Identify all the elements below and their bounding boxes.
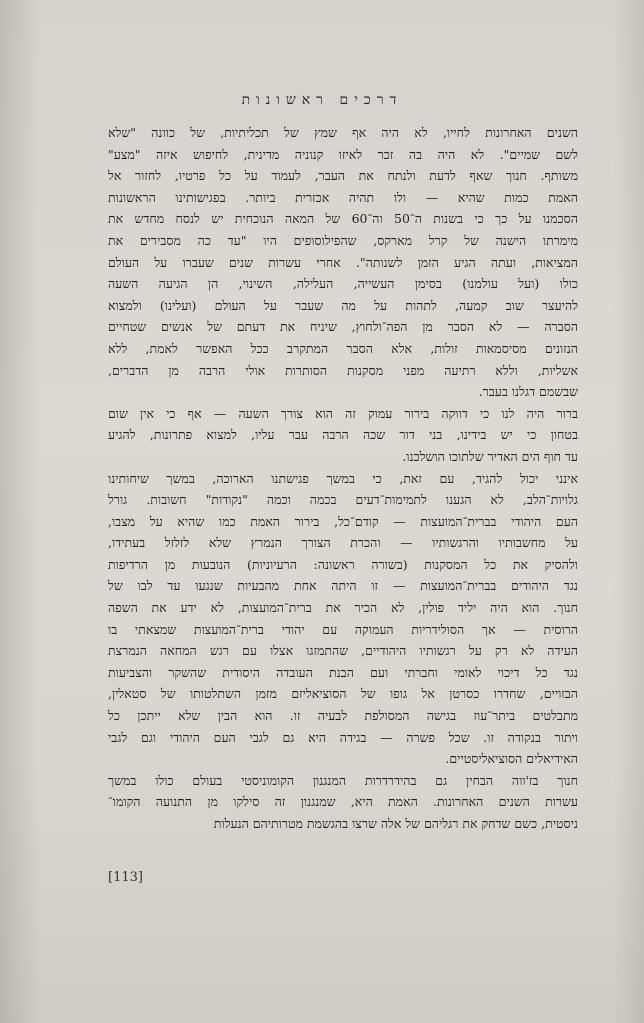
running-head: דרכים ראשונות (241, 92, 403, 108)
text-line: הסכמנו על כך כי בשנות ה־50 וה־60 של המאה הנוכחית יש לנסח מחדש את (108, 211, 578, 227)
body-text (108, 122, 578, 835)
text-line: כולו (ועל עולמנו) בסימן העשייה, העלילה, השינוי, הן הגיעה השעה (108, 276, 578, 292)
paragraph (108, 468, 578, 770)
text-line: ולהסיק את כל המסקנות (בשורה ראשונה: הרעיוניות) הנובעות מן הרדיפות (108, 556, 578, 572)
text-line: ברור היה לנו כי דווקה בירור עמוק זה הוא צורך השעה — אף כי אין שום (108, 405, 578, 421)
text-line: להיעצר שוב קמעה, לתהות על מה שעבר על העולם (ועלינו) ולמצוא (108, 297, 578, 313)
text-line: האמת כמות שהיא — ולו תהיה אכזרית ביותר. בפגישותינו הראשונות (108, 189, 578, 205)
text-line: הבזויים, שחדרו כסרטן אל גופו של הסוציאליזם מזמן השתלטותו של סטאלין, (108, 686, 578, 702)
text-line: בטחון כי יש בידינו, בני דור שכה הרבה עבר עליו, למצוא פתרונות, להגיע (108, 427, 578, 443)
text-line: העם היהודי בברית־המועצות — קודם־כל, בירור האמת כמו שהיא על מצבו, (108, 513, 578, 529)
text-line: ניסטית, כשם שדחק את רגליהם של אלה שרצו בהגשמת מטרותיהם הנעלות (213, 816, 578, 831)
text-line: המציאות, ועתה הגיע הזמן לשנותה". אחרי עשרות שנים שעברו על העולם (108, 254, 578, 270)
text-line: נגד היהודים בברית־המועצות — זו היתה אחת מהבעיות שנגעו עד לבו של (108, 578, 578, 594)
text-line: מתבלטים ביתר־עוז בגישה המסולפת לבעיה זו. הוא הבין שלא ייתכן כל (108, 708, 578, 724)
page-number: [113] (108, 870, 143, 885)
paragraph (108, 122, 578, 403)
text-line: שבשמם דגלנו בעבר. (478, 384, 578, 400)
page-shadow-left (0, 0, 40, 1023)
paragraph (108, 770, 578, 835)
text-line: חנוך בז'ווה הבחין גם בהידרדרות המנגנון הקומוניסטי בעולם כולו במשך (108, 772, 578, 788)
text-line: עשרות השנים האחרונות. האמת היא, שמנגנון זה סילקו מן התנועה הקומו־ (108, 794, 578, 810)
text-line: הנזונים מסיסמאות זולות, אלא הסבר המתקרב ככל האפשר לאמת, ללא (108, 340, 578, 356)
paragraph (108, 403, 578, 468)
text-line: עד חוף הים האדיר שלתוכו הושלכנו. (402, 448, 578, 464)
text-line: אינני יכול להגיד, עם זאת, כי במשך פגישתנו הארוכה, במשך שיחותינו (108, 470, 578, 486)
text-line: גלויות־הלב, לא הגענו לתמימות־דעים בכמה וכמה "נקודות" חשובות. גורל (108, 492, 578, 508)
text-line: השנים האחרונות לחייו, לא היה אף שמץ של תכליתיות, של כוונה "שלא (108, 125, 578, 140)
text-line: לשם שמיים". לא היה בה זכר לאיזו קנוניה מדינית, לחיפוש איזה "מצע" (108, 146, 578, 162)
text-line: הסברה — לא הסבר מן הפה־ולחוץ, שיניח את דעתם של אנשים שטחיים (108, 319, 578, 335)
text-line: משותף. חנוך שאף לדעת ולנתח את העבר, לעמוד על כל פרטיו, לחזור אל (108, 168, 578, 184)
text-line: אשליות, וללא רתיעה מפני מסקנות הסותרות אולי הרבה מן הדברים, (108, 362, 578, 378)
text-line: העידה לא רק על רגשותיו היהודיים, שהתמזגו אצלו עם רגש המחאה הנמרצת (108, 643, 578, 659)
text-line: האידיאלים הסוציאליסטיים. (445, 751, 578, 767)
text-line: מימרתו הישנה של קרל מארקס, שהפילוסופים היו "עד כה מסבירים את (108, 232, 578, 248)
page-shadow-right (614, 0, 644, 1023)
text-line: על מחשבותיו והרגשותיו — והכרת הצורך הנמרץ שלא לזלזל בעתידו, (108, 535, 578, 551)
text-line: הרוסית — אך הסולידריות העמוקה עם יהודי ברית־המועצות שמצאתי בו (108, 621, 578, 637)
text-line: חנוך. הוא היה יליד פולין, לא הכיר את ברית־המועצות, לא ידע את השפה (108, 600, 578, 616)
text-line: נגד כל דיכוי לאומי וחברתי ועם הבנת העובדה היסודית שהשקר והצביעות (108, 664, 578, 680)
text-line: ויתור בנקודה זו. שכל פשרה — בגידה היא גם לגבי העם היהודי וגם לגבי (108, 729, 578, 745)
